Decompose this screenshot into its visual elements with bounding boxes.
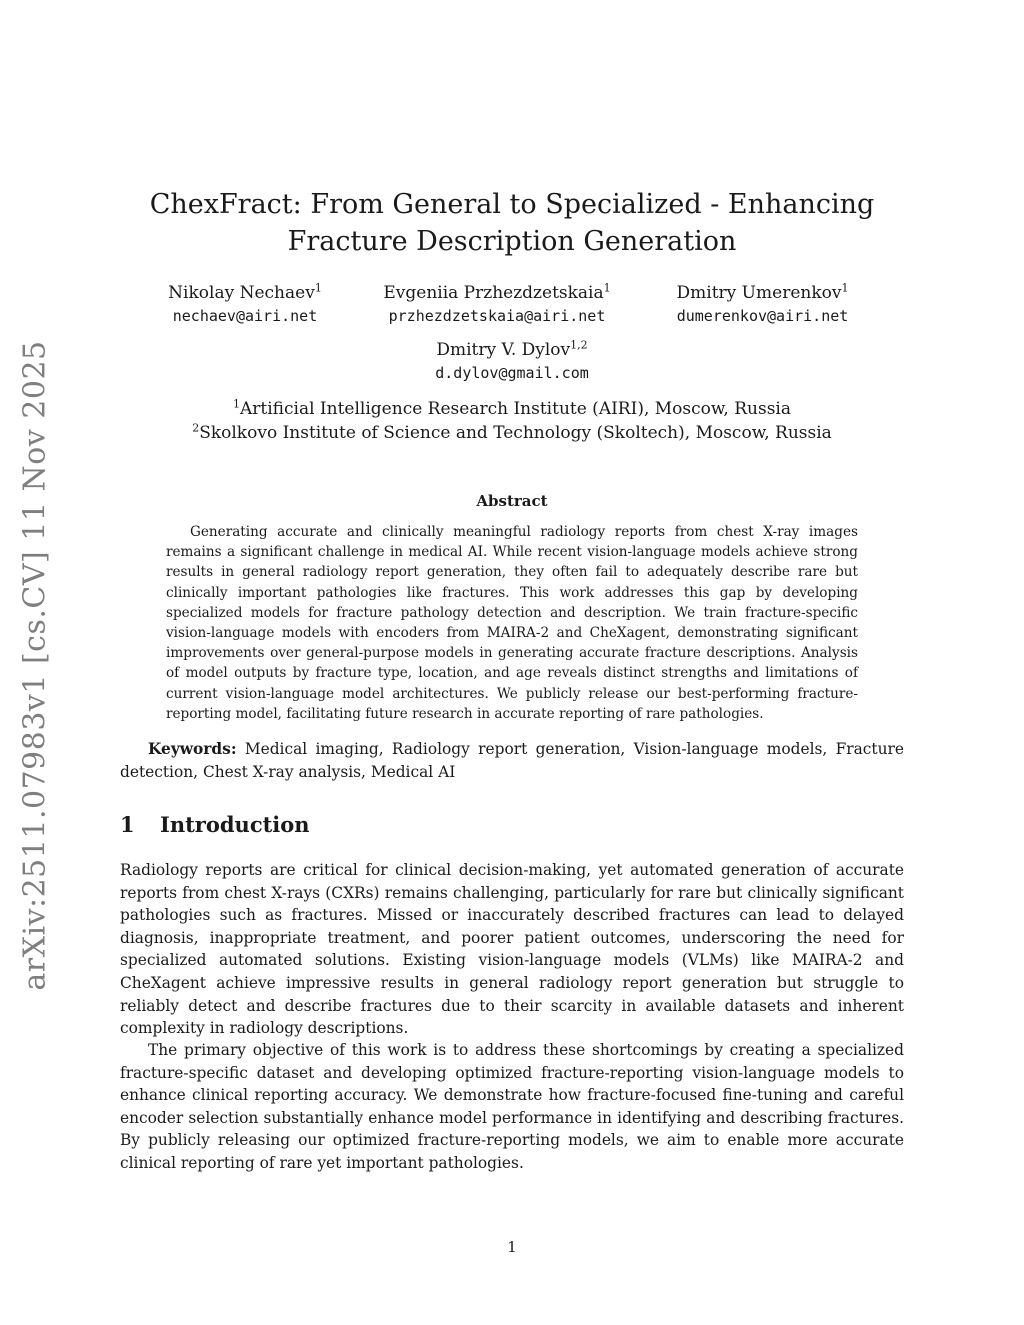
abstract-heading: Abstract bbox=[476, 492, 548, 510]
affiliation-text: Artificial Intelligence Research Institute (AIRI), Moscow, Russia bbox=[239, 399, 791, 419]
author-affiliation-mark: 1 bbox=[841, 281, 849, 295]
author-name: Dmitry Umerenkov bbox=[676, 283, 842, 303]
author-email: d.dylov@gmail.com bbox=[435, 364, 589, 382]
author-email: przhezdzetskaia@airi.net bbox=[388, 307, 606, 325]
page-number: 1 bbox=[507, 1238, 517, 1256]
author-2 bbox=[362, 282, 632, 328]
author-affiliation-mark: 1 bbox=[314, 281, 322, 295]
section-number: 1 bbox=[120, 812, 135, 837]
paragraph-1: Radiology reports are critical for clinical decision-making, yet automated generation of accurate reports from chest X-rays (CXRs) remains challenging, particularly for rare but clinically significant pathologies such as fractures. Missed or inaccurately described fractures can lead to delayed diagnosis, inappropriate treatment, and poorer patient outcomes, underscoring the need for specialized automated solutions. Existing vision-language models (VLMs) like MAIRA-2 and CheXagent achieve impressive results in general radiology report generation but struggle to reliably detect and describe fractures due to their scarcity in available datasets and inherent complexity in radiology descriptions. bbox=[120, 861, 904, 1038]
author-1 bbox=[145, 282, 345, 328]
section-title: Introduction bbox=[160, 812, 310, 837]
author-4 bbox=[407, 339, 617, 385]
keywords-label: Keywords: bbox=[148, 740, 237, 758]
affiliation-mark: 1 bbox=[232, 397, 240, 411]
affiliation-2 bbox=[120, 421, 904, 445]
author-email: dumerenkov@airi.net bbox=[676, 307, 849, 325]
keywords-text: Medical imaging, Radiology report generation, Vision-language models, Fracture detection, Chest X-ray analysis, Medical AI bbox=[120, 740, 904, 781]
paragraph-2: The primary objective of this work is to address these shortcomings by creating a specialized fracture-specific dataset and developing optimized fracture-reporting vision-language models to enhance clinical reporting accuracy. We demonstrate how fracture-focused fine-tuning and careful encoder selection substantially enhance model performance in identifying and describing fractures. By publicly releasing our optimized fracture-reporting models, we aim to enable more accurate clinical reporting of rare yet important pathologies. bbox=[120, 1041, 904, 1172]
author-email: nechaev@airi.net bbox=[172, 307, 318, 325]
author-affiliation-mark: 1,2 bbox=[570, 338, 588, 352]
arxiv-identifier: arXiv:2511.07983v1 [cs.CV] 11 Nov 2025 bbox=[17, 339, 53, 991]
author-name: Evgeniia Przhezdzetskaia bbox=[383, 283, 604, 303]
keywords bbox=[120, 738, 904, 783]
arxiv-side-stamp bbox=[12, 339, 58, 991]
paper-title: ChexFract: From General to Specialized - Enhancing Fracture Description Generation bbox=[149, 189, 875, 257]
author-name: Nikolay Nechaev bbox=[168, 283, 315, 303]
affiliation-text: Skolkovo Institute of Science and Technology (Skoltech), Moscow, Russia bbox=[199, 423, 832, 443]
section-heading bbox=[120, 812, 310, 837]
abstract-text: Generating accurate and clinically meaningful radiology reports from chest X-ray images remains a significant challenge in medical AI. While recent vision-language models achieve strong results in general radiology report generation, they often fail to adequately describe rare but clinically important pathologies like fractures. This work addresses this gap by developing specialized models for fracture pathology detection and description. We train fracture-specific vision-language models with encoders from MAIRA-2 and CheXagent, demonstrating significant improvements over general-purpose models in generating accurate fracture descriptions. Analysis of model outputs by fracture type, location, and age reveals distinct strengths and limitations of current vision-language model architectures. We publicly release our best-performing fracture-reporting model, facilitating future research in accurate reporting of rare pathologies. bbox=[166, 524, 858, 722]
affiliation-1 bbox=[120, 397, 904, 421]
author-3 bbox=[655, 282, 870, 328]
affiliation-mark: 2 bbox=[192, 421, 200, 435]
author-affiliation-mark: 1 bbox=[603, 281, 611, 295]
author-name: Dmitry V. Dylov bbox=[436, 340, 571, 360]
